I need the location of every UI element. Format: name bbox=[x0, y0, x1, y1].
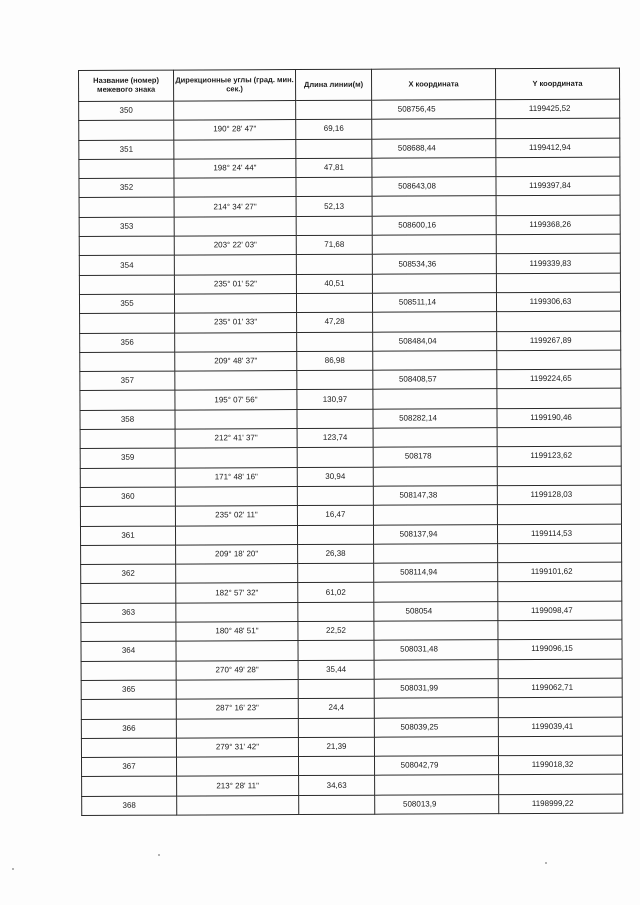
empty-cell bbox=[375, 775, 499, 795]
point-row bbox=[81, 717, 622, 739]
direction-angle-cell: 171° 48' 16" bbox=[175, 467, 297, 487]
point-row bbox=[79, 138, 620, 160]
y-coordinate-cell: 1199098,47 bbox=[498, 601, 622, 621]
empty-cell bbox=[374, 582, 498, 602]
x-coordinate-cell: 508013,9 bbox=[375, 794, 499, 814]
x-coordinate-cell: 508042,79 bbox=[374, 756, 498, 776]
point-name-cell: 352 bbox=[79, 178, 174, 198]
direction-angle-cell: 212° 41' 37" bbox=[175, 429, 297, 449]
segment-row bbox=[81, 582, 622, 604]
point-name-cell: 354 bbox=[79, 255, 174, 275]
line-length-cell: 123,74 bbox=[297, 428, 373, 448]
empty-cell bbox=[497, 311, 621, 331]
y-coordinate-cell: 1199018,32 bbox=[498, 755, 622, 775]
empty-cell bbox=[373, 466, 497, 486]
y-coordinate-cell: 1199114,53 bbox=[497, 524, 621, 544]
x-coordinate-cell: 508643,08 bbox=[372, 177, 496, 197]
point-row bbox=[81, 562, 622, 584]
point-name-cell: 360 bbox=[80, 487, 175, 507]
point-name-cell: 356 bbox=[80, 333, 175, 353]
empty-cell bbox=[497, 389, 621, 409]
point-row bbox=[80, 524, 621, 546]
empty-cell bbox=[80, 429, 175, 449]
line-length-cell: 35,44 bbox=[298, 660, 374, 680]
empty-cell bbox=[176, 757, 298, 777]
direction-angle-cell: 198° 24' 44" bbox=[174, 158, 296, 178]
point-name-cell: 364 bbox=[81, 641, 176, 661]
line-length-cell: 130,97 bbox=[297, 390, 373, 410]
y-coordinate-cell: 1199062,71 bbox=[498, 678, 622, 698]
line-length-cell: 21,39 bbox=[298, 737, 374, 757]
boundary-coordinates-table bbox=[78, 68, 623, 816]
empty-cell bbox=[174, 216, 296, 236]
line-length-cell: 22,52 bbox=[298, 621, 374, 641]
empty-cell bbox=[175, 525, 297, 545]
empty-cell bbox=[297, 486, 373, 506]
x-coordinate-cell: 508600,16 bbox=[372, 215, 496, 235]
empty-cell bbox=[373, 428, 497, 448]
empty-cell bbox=[298, 718, 374, 738]
point-row bbox=[79, 254, 620, 276]
empty-cell bbox=[174, 101, 296, 121]
y-coordinate-cell: 1199190,46 bbox=[497, 408, 621, 428]
empty-cell bbox=[497, 427, 621, 447]
point-name-cell: 351 bbox=[79, 140, 174, 160]
x-coordinate-cell: 508178 bbox=[373, 447, 497, 467]
empty-cell bbox=[82, 776, 177, 796]
empty-cell bbox=[496, 234, 620, 254]
empty-cell bbox=[374, 659, 498, 679]
empty-cell bbox=[80, 391, 175, 411]
empty-cell bbox=[174, 294, 296, 314]
point-name-cell: 355 bbox=[79, 294, 174, 314]
empty-cell bbox=[496, 157, 620, 177]
empty-cell bbox=[372, 235, 496, 255]
empty-cell bbox=[296, 255, 372, 275]
empty-cell bbox=[175, 332, 297, 352]
point-row bbox=[79, 215, 620, 237]
empty-cell bbox=[372, 273, 496, 293]
line-length-cell: 30,94 bbox=[297, 467, 373, 487]
empty-cell bbox=[175, 486, 297, 506]
empty-cell bbox=[498, 582, 622, 602]
empty-cell bbox=[497, 350, 621, 370]
empty-cell bbox=[298, 641, 374, 661]
direction-angle-cell: 209° 18' 20" bbox=[176, 544, 298, 564]
x-coordinate-cell: 508054 bbox=[374, 601, 498, 621]
empty-cell bbox=[176, 564, 298, 584]
empty-cell bbox=[176, 641, 298, 661]
line-length-cell: 71,68 bbox=[296, 235, 372, 255]
empty-cell bbox=[79, 159, 174, 179]
x-coordinate-cell: 508484,04 bbox=[373, 331, 497, 351]
header-y-coordinate: Y координата bbox=[495, 68, 619, 100]
empty-cell bbox=[175, 409, 297, 429]
point-name-cell: 350 bbox=[79, 101, 174, 121]
empty-cell bbox=[498, 697, 622, 717]
empty-cell bbox=[498, 659, 622, 679]
direction-angle-cell: 270° 49' 28" bbox=[176, 660, 298, 680]
empty-cell bbox=[372, 196, 496, 216]
empty-cell bbox=[297, 409, 373, 429]
empty-cell bbox=[174, 255, 296, 275]
empty-cell bbox=[297, 370, 373, 390]
x-coordinate-cell: 508031,99 bbox=[374, 679, 498, 699]
point-name-cell: 366 bbox=[81, 719, 176, 739]
point-row bbox=[80, 485, 621, 507]
empty-cell bbox=[81, 699, 176, 719]
empty-cell bbox=[79, 275, 174, 295]
point-row bbox=[80, 369, 621, 391]
y-coordinate-cell: 1199425,52 bbox=[496, 99, 620, 119]
y-coordinate-cell: 1199039,41 bbox=[498, 717, 622, 737]
segment-row bbox=[81, 543, 622, 565]
point-name-cell: 353 bbox=[79, 217, 174, 237]
segment-row bbox=[81, 697, 622, 719]
empty-cell bbox=[374, 544, 498, 564]
direction-angle-cell: 214° 34' 27" bbox=[174, 197, 296, 217]
empty-cell bbox=[81, 584, 176, 604]
empty-cell bbox=[296, 293, 372, 313]
header-line-length: Длина линии(м) bbox=[296, 69, 372, 100]
direction-angle-cell: 195° 07' 56" bbox=[175, 390, 297, 410]
y-coordinate-cell: 1199101,62 bbox=[498, 562, 622, 582]
line-length-cell: 34,63 bbox=[299, 776, 375, 796]
empty-cell bbox=[296, 100, 372, 120]
y-coordinate-cell: 1199096,15 bbox=[498, 639, 622, 659]
direction-angle-cell: 213° 28' 11" bbox=[177, 776, 299, 796]
x-coordinate-cell: 508511,14 bbox=[372, 293, 496, 313]
y-coordinate-cell: 1198999,22 bbox=[499, 794, 623, 814]
direction-angle-cell: 235° 01' 33" bbox=[175, 313, 297, 333]
direction-angle-cell: 182° 57' 32" bbox=[176, 583, 298, 603]
segment-row bbox=[80, 466, 621, 488]
empty-cell bbox=[176, 718, 298, 738]
empty-cell bbox=[297, 448, 373, 468]
empty-cell bbox=[297, 332, 373, 352]
point-name-cell: 359 bbox=[80, 448, 175, 468]
header-direction-angles: Дирекционные углы (град. мин. сек.) bbox=[174, 70, 296, 102]
direction-angle-cell: 287° 16' 23" bbox=[176, 699, 298, 719]
x-coordinate-cell: 508031,48 bbox=[374, 640, 498, 660]
scan-speck bbox=[12, 868, 14, 870]
empty-cell bbox=[175, 371, 297, 391]
point-row bbox=[80, 331, 621, 353]
empty-cell bbox=[374, 698, 498, 718]
empty-cell bbox=[296, 177, 372, 197]
empty-cell bbox=[81, 661, 176, 681]
empty-cell bbox=[373, 351, 497, 371]
point-row bbox=[81, 601, 622, 623]
empty-cell bbox=[496, 196, 620, 216]
empty-cell bbox=[496, 273, 620, 293]
line-length-cell: 24,4 bbox=[298, 698, 374, 718]
direction-angle-cell: 209° 48' 37" bbox=[175, 351, 297, 371]
segment-row bbox=[80, 311, 621, 333]
segment-row bbox=[79, 157, 620, 179]
table-header-row bbox=[79, 68, 620, 101]
direction-angle-cell: 235° 01' 52" bbox=[174, 274, 296, 294]
empty-cell bbox=[498, 736, 622, 756]
empty-cell bbox=[175, 448, 297, 468]
empty-cell bbox=[373, 505, 497, 525]
x-coordinate-cell: 508282,14 bbox=[373, 408, 497, 428]
line-length-cell: 16,47 bbox=[297, 505, 373, 525]
empty-cell bbox=[498, 620, 622, 640]
point-row bbox=[79, 292, 620, 314]
x-coordinate-cell: 508534,36 bbox=[372, 254, 496, 274]
direction-angle-cell: 279° 31' 42" bbox=[176, 737, 298, 757]
line-length-cell: 40,51 bbox=[296, 274, 372, 294]
y-coordinate-cell: 1199224,65 bbox=[497, 369, 621, 389]
point-name-cell: 363 bbox=[81, 603, 176, 623]
empty-cell bbox=[298, 602, 374, 622]
empty-cell bbox=[80, 352, 175, 372]
line-length-cell: 47,28 bbox=[297, 312, 373, 332]
point-row bbox=[79, 176, 620, 198]
empty-cell bbox=[498, 543, 622, 563]
line-length-cell: 47,81 bbox=[296, 158, 372, 178]
segment-row bbox=[80, 350, 621, 372]
y-coordinate-cell: 1199412,94 bbox=[496, 138, 620, 158]
line-length-cell: 52,13 bbox=[296, 197, 372, 217]
header-x-coordinate: X координата bbox=[371, 69, 495, 101]
empty-cell bbox=[374, 621, 498, 641]
x-coordinate-cell: 508756,45 bbox=[372, 100, 496, 120]
empty-cell bbox=[296, 139, 372, 159]
empty-cell bbox=[174, 139, 296, 159]
point-name-cell: 362 bbox=[81, 564, 176, 584]
empty-cell bbox=[372, 158, 496, 178]
x-coordinate-cell: 508408,57 bbox=[373, 370, 497, 390]
y-coordinate-cell: 1199339,83 bbox=[496, 254, 620, 274]
empty-cell bbox=[297, 525, 373, 545]
point-name-cell: 357 bbox=[80, 371, 175, 391]
segment-row bbox=[81, 659, 622, 681]
scan-speck bbox=[545, 862, 547, 864]
segment-row bbox=[79, 118, 620, 140]
point-row bbox=[81, 639, 622, 661]
scan-speck bbox=[158, 854, 160, 856]
y-coordinate-cell: 1199123,62 bbox=[497, 446, 621, 466]
y-coordinate-cell: 1199267,89 bbox=[497, 331, 621, 351]
point-name-cell: 367 bbox=[82, 757, 177, 777]
empty-cell bbox=[174, 178, 296, 198]
y-coordinate-cell: 1199306,63 bbox=[496, 292, 620, 312]
empty-cell bbox=[80, 313, 175, 333]
direction-angle-cell: 190° 28' 47" bbox=[174, 120, 296, 140]
empty-cell bbox=[79, 120, 174, 140]
segment-row bbox=[82, 775, 623, 797]
point-row bbox=[82, 794, 623, 816]
empty-cell bbox=[373, 389, 497, 409]
point-row bbox=[80, 408, 621, 430]
line-length-cell: 61,02 bbox=[298, 583, 374, 603]
empty-cell bbox=[81, 545, 176, 565]
y-coordinate-cell: 1199368,26 bbox=[496, 215, 620, 235]
segment-row bbox=[79, 273, 620, 295]
segment-row bbox=[80, 389, 621, 411]
direction-angle-cell: 203° 22' 03" bbox=[174, 236, 296, 256]
segment-row bbox=[80, 427, 621, 449]
header-point-name: Название (номер) межевого знака bbox=[79, 70, 174, 101]
line-length-cell: 69,16 bbox=[296, 120, 372, 140]
empty-cell bbox=[373, 312, 497, 332]
x-coordinate-cell: 508137,94 bbox=[373, 524, 497, 544]
x-coordinate-cell: 508114,94 bbox=[374, 563, 498, 583]
point-name-cell: 361 bbox=[80, 526, 175, 546]
direction-angle-cell: 180° 48' 51" bbox=[176, 622, 298, 642]
empty-cell bbox=[176, 602, 298, 622]
x-coordinate-cell: 508039,25 bbox=[374, 717, 498, 737]
point-row bbox=[80, 446, 621, 468]
line-length-cell: 26,38 bbox=[298, 544, 374, 564]
empty-cell bbox=[298, 756, 374, 776]
empty-cell bbox=[176, 679, 298, 699]
segment-row bbox=[79, 196, 620, 218]
empty-cell bbox=[79, 236, 174, 256]
empty-cell bbox=[81, 622, 176, 642]
point-row bbox=[79, 99, 620, 121]
point-name-cell: 368 bbox=[82, 796, 177, 816]
table-body bbox=[79, 99, 623, 815]
segment-row bbox=[80, 504, 621, 526]
point-name-cell: 365 bbox=[81, 680, 176, 700]
empty-cell bbox=[177, 795, 299, 815]
empty-cell bbox=[499, 775, 623, 795]
segment-row bbox=[81, 620, 622, 642]
segment-row bbox=[79, 234, 620, 256]
y-coordinate-cell: 1199397,84 bbox=[496, 176, 620, 196]
x-coordinate-cell: 508147,38 bbox=[373, 486, 497, 506]
empty-cell bbox=[497, 504, 621, 524]
empty-cell bbox=[299, 795, 375, 815]
point-row bbox=[81, 678, 622, 700]
empty-cell bbox=[497, 466, 621, 486]
empty-cell bbox=[496, 118, 620, 138]
empty-cell bbox=[372, 119, 496, 139]
empty-cell bbox=[296, 216, 372, 236]
point-row bbox=[82, 755, 623, 777]
empty-cell bbox=[80, 506, 175, 526]
x-coordinate-cell: 508688,44 bbox=[372, 138, 496, 158]
direction-angle-cell: 235° 02' 11" bbox=[175, 506, 297, 526]
y-coordinate-cell: 1199128,03 bbox=[497, 485, 621, 505]
line-length-cell: 86,98 bbox=[297, 351, 373, 371]
empty-cell bbox=[298, 679, 374, 699]
empty-cell bbox=[374, 736, 498, 756]
empty-cell bbox=[298, 563, 374, 583]
empty-cell bbox=[79, 198, 174, 218]
empty-cell bbox=[81, 738, 176, 758]
point-name-cell: 358 bbox=[80, 410, 175, 430]
segment-row bbox=[81, 736, 622, 758]
empty-cell bbox=[80, 468, 175, 488]
